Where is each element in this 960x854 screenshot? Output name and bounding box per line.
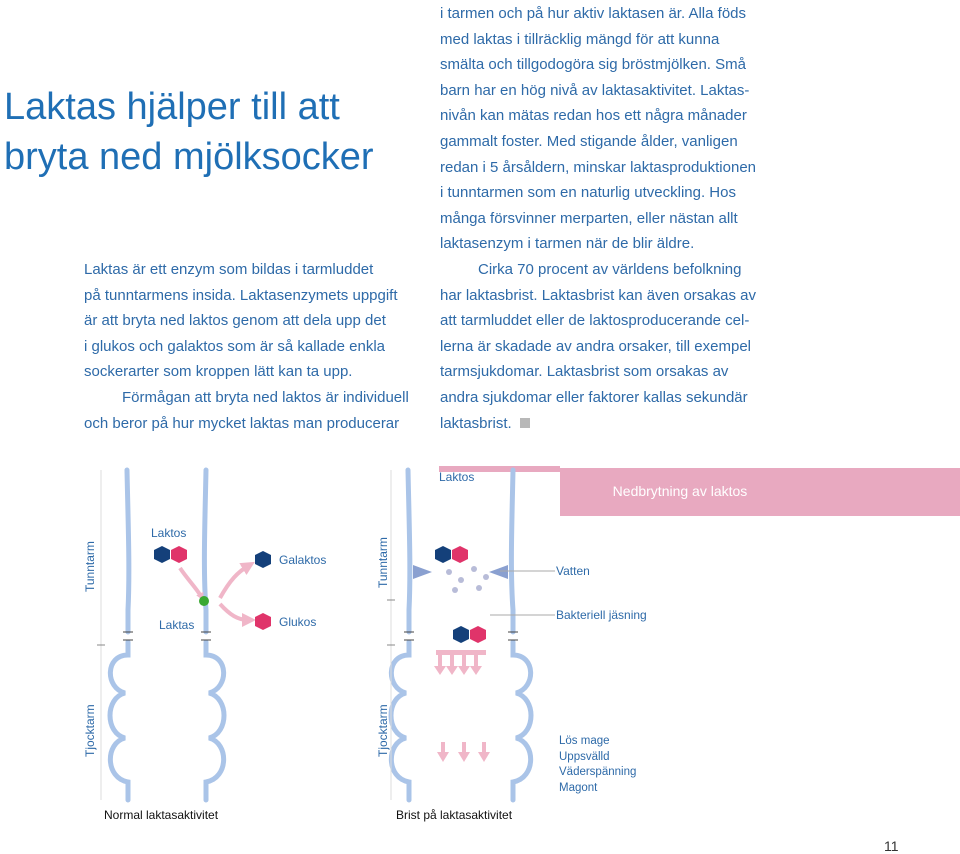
label-laktos: Laktos <box>151 526 187 540</box>
text-line: med laktas i tillräcklig mängd för att kunna <box>440 30 720 48</box>
arrow-glukos <box>220 604 248 620</box>
text-line: barn har en hög nivå av laktasaktivitet. Laktas- <box>440 81 750 99</box>
label-glukos: Glukos <box>279 615 317 629</box>
lactose-molecule <box>154 546 187 563</box>
text-line: nivån kan mätas redan hos ett några månader <box>440 107 747 125</box>
label-tjocktarm: Tjocktarm <box>83 704 97 757</box>
text-line: i glukos och galaktos som är så kallade enkla <box>84 337 385 355</box>
label-jasning: Bakteriell jäsning <box>556 608 647 622</box>
text-line: laktasenzym i tarmen när de blir äldre. <box>440 235 695 253</box>
text-line: och beror på hur mycket laktas man producerar <box>84 414 400 432</box>
text-line: smälta och tillgodogöra sig bröstmjölken. Små <box>440 56 746 74</box>
text-line: Cirka 70 procent av världens befolkning <box>478 260 742 278</box>
caption-normal: Normal laktasaktivitet <box>104 808 219 822</box>
page-number: 11 <box>884 838 899 854</box>
label-laktas: Laktas <box>159 618 195 632</box>
arrow-in <box>180 568 202 598</box>
label-tjocktarm-right: Tjocktarm <box>376 704 390 757</box>
text-line: sockerarter som kroppen lätt kan ta upp. <box>84 363 353 381</box>
symptom-arrows <box>437 742 490 762</box>
title-line-1: Laktas hjälper till att <box>4 86 340 128</box>
text-line: i tarmen och på hur aktiv laktasen är. Alla föds <box>440 5 746 22</box>
text-line: tarmsjukdomar. Laktasbrist som orsakas av <box>440 363 729 381</box>
label-vatten: Vatten <box>556 564 590 578</box>
text-line: på tunntarmens insida. Laktasenzymets uppgift <box>84 286 398 304</box>
text-line: är att bryta ned laktos genom att dela upp det <box>84 312 386 330</box>
text-line: har laktasbrist. Laktasbrist kan även orsakas av <box>440 286 756 304</box>
text-line: andra sjukdomar eller faktorer kallas sekundär <box>440 388 748 406</box>
symptom-item: Uppsvälld <box>559 751 610 763</box>
banner-label: Nedbrytning av laktos <box>612 483 748 499</box>
label-galaktos: Galaktos <box>279 553 327 567</box>
glukos-molecule <box>255 613 271 630</box>
text-line: Laktas är ett enzym som bildas i tarmluddet <box>84 261 374 278</box>
text-line: många försvinner merparten, eller nästan allt <box>440 209 738 227</box>
symptom-item: Lös mage <box>559 735 610 747</box>
caption-brist: Brist på laktasaktivitet <box>396 808 513 822</box>
label-tunntarm: Tunntarm <box>83 541 97 592</box>
water-dots <box>446 566 489 593</box>
water-arrows <box>413 565 508 579</box>
label-tunntarm-right: Tunntarm <box>376 537 390 588</box>
arrow-galaktos <box>220 566 248 598</box>
text-line-end: laktasbrist. <box>440 414 512 432</box>
text-line: gammalt foster. Med stigande ålder, vanligen <box>440 132 738 150</box>
left-intestine <box>110 470 224 800</box>
text-line: Förmågan att bryta ned laktos är individuell <box>122 388 409 406</box>
galaktos-molecule <box>255 551 271 568</box>
undigested-lactose <box>435 546 486 643</box>
title-line-2: bryta ned mjölksocker <box>4 136 374 178</box>
label-laktos-right: Laktos <box>439 470 475 484</box>
text-line: att tarmluddet eller de laktosproducerande cel- <box>440 312 750 330</box>
laktas-enzyme <box>199 596 209 606</box>
text-line: i tunntarmen som en naturlig utveckling. Hos <box>440 184 736 202</box>
text-line: lerna är skadade av andra orsaker, till exempel <box>440 337 752 355</box>
symptom-item: Magont <box>559 782 598 794</box>
text-line: redan i 5 årsåldern, minskar laktasproduktionen <box>440 158 757 176</box>
symptom-item: Väderspänning <box>559 766 637 778</box>
fermentation-arrows <box>434 650 486 675</box>
